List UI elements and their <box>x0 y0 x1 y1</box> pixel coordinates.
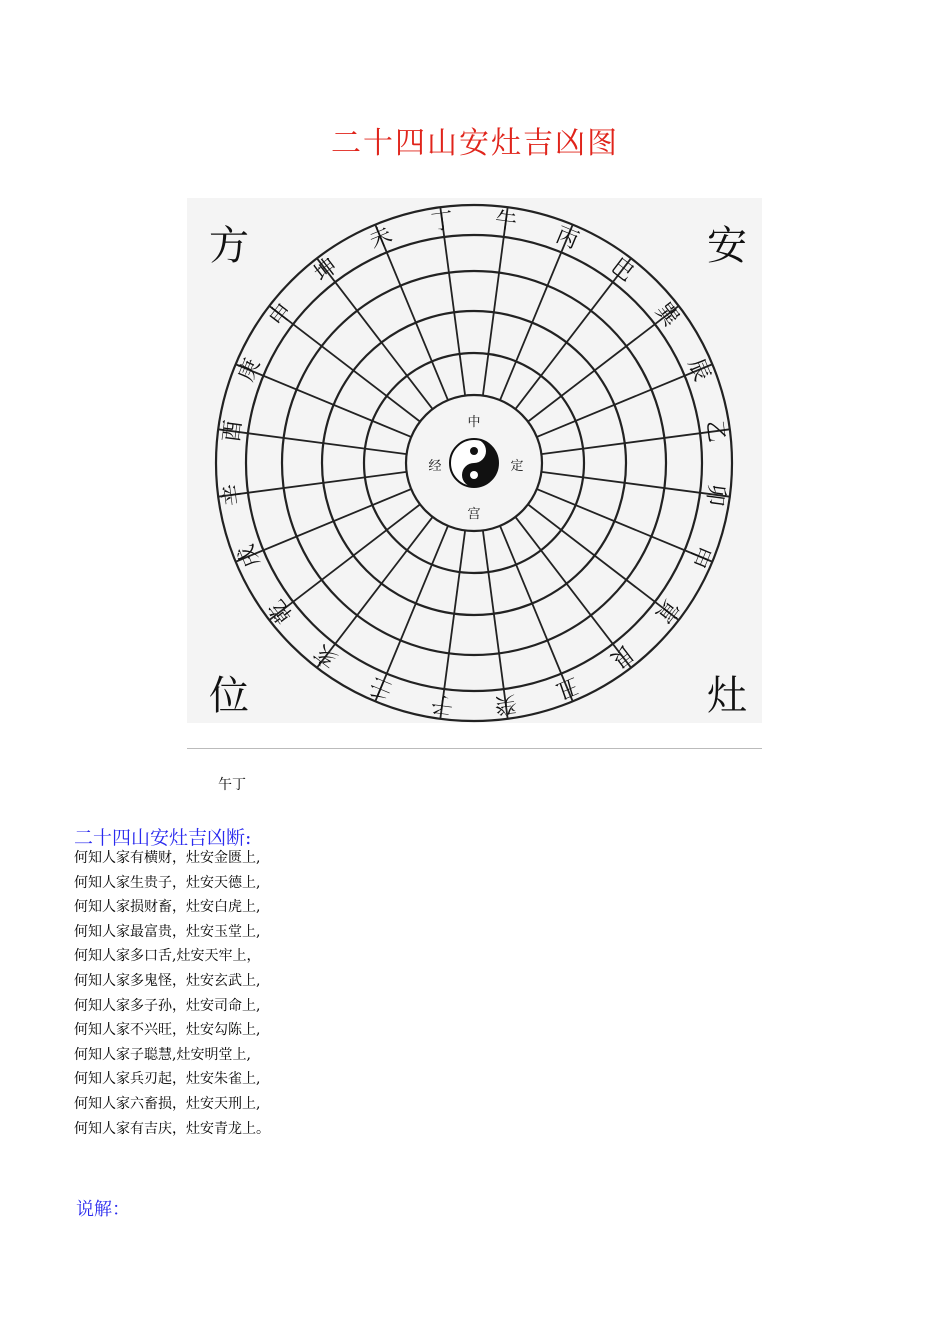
section-title: 二十四山安灶吉凶断: <box>74 827 252 849</box>
verse-line: 何知人家不兴旺，灶安勾陈上, <box>74 1022 261 1039</box>
mountain-label: 亥 <box>309 639 343 673</box>
mountain-label: 乙 <box>701 418 729 444</box>
mountain-label: 巳 <box>605 253 639 287</box>
yin-yang-icon <box>450 439 498 487</box>
mountain-label: 未 <box>366 222 396 255</box>
figure-caption: 午丁 <box>218 777 246 793</box>
explanation-heading: 说解： <box>76 1199 130 1220</box>
ring-spoke <box>500 225 573 401</box>
mountain-label: 癸 <box>493 690 519 718</box>
verse-line: 何知人家最富贵，灶安玉堂上, <box>74 923 261 940</box>
mountain-label: 丑 <box>552 671 582 704</box>
verse-list <box>74 846 270 1141</box>
mountain-label: 酉 <box>219 418 247 444</box>
center-bottom-label: 宫 <box>467 507 481 522</box>
compass-figure <box>187 198 762 723</box>
mountain-label: 艮 <box>605 639 639 673</box>
verse-line: 何知人家多口舌,灶安天牢上， <box>74 948 261 965</box>
verse-line: 何知人家生贵子，灶安天德上, <box>74 874 261 891</box>
verse-line: 何知人家多鬼怪，灶安玄武上, <box>74 972 261 989</box>
ring-spoke <box>537 489 713 562</box>
center-left-label: 经 <box>428 459 442 474</box>
mountain-label: 辰 <box>682 355 715 385</box>
figure-divider <box>187 748 762 749</box>
mountain-label: 丙 <box>552 222 582 255</box>
center-top-label: 中 <box>467 415 481 430</box>
verse-line: 何知人家六畜损，灶安天刑上, <box>74 1095 261 1112</box>
verse-line: 何知人家子聪慧,灶安明堂上, <box>74 1046 251 1063</box>
verse-line: 何知人家有吉庆，灶安青龙上。 <box>74 1120 270 1137</box>
mountain-label: 乾 <box>264 594 298 628</box>
mountain-label: 戌 <box>233 541 266 571</box>
verse-line: 何知人家损财畜，灶安白虎上, <box>74 899 261 916</box>
corner-label-top-left: 方 <box>209 223 249 269</box>
verse-line: 何知人家兵刃起，灶安朱雀上, <box>74 1071 261 1088</box>
verse-line: 何知人家多子孙，灶安司命上, <box>74 997 261 1014</box>
ring-spoke <box>375 526 448 702</box>
mountain-label: 辛 <box>219 482 247 508</box>
mountain-label: 子 <box>429 690 455 718</box>
mountain-label: 甲 <box>682 541 715 571</box>
corner-label-top-right: 安 <box>707 223 747 269</box>
ring-spoke <box>375 225 448 401</box>
mountain-label: 丁 <box>429 208 455 236</box>
center-right-label: 定 <box>510 459 524 474</box>
verse-line: 何知人家有横财，灶安金匮上, <box>74 850 261 866</box>
mountain-label: 壬 <box>366 671 396 704</box>
page-title: 二十四山安灶吉凶图 <box>331 126 619 161</box>
mountain-label: 巽 <box>650 298 684 332</box>
ring-spoke <box>236 489 412 562</box>
ring-spoke <box>236 364 412 437</box>
corner-label-bottom-left: 位 <box>209 673 249 719</box>
mountain-label: 午 <box>493 208 519 236</box>
mountain-label: 寅 <box>650 594 684 628</box>
ring-spoke <box>537 364 713 437</box>
mountain-label: 卯 <box>701 482 729 508</box>
corner-label-bottom-right: 灶 <box>707 673 747 719</box>
mountain-label: 庚 <box>233 355 266 385</box>
ring-spoke <box>500 526 573 702</box>
mountain-label: 坤 <box>309 253 343 287</box>
compass-wheel <box>187 198 762 723</box>
mountain-label: 申 <box>264 298 298 332</box>
